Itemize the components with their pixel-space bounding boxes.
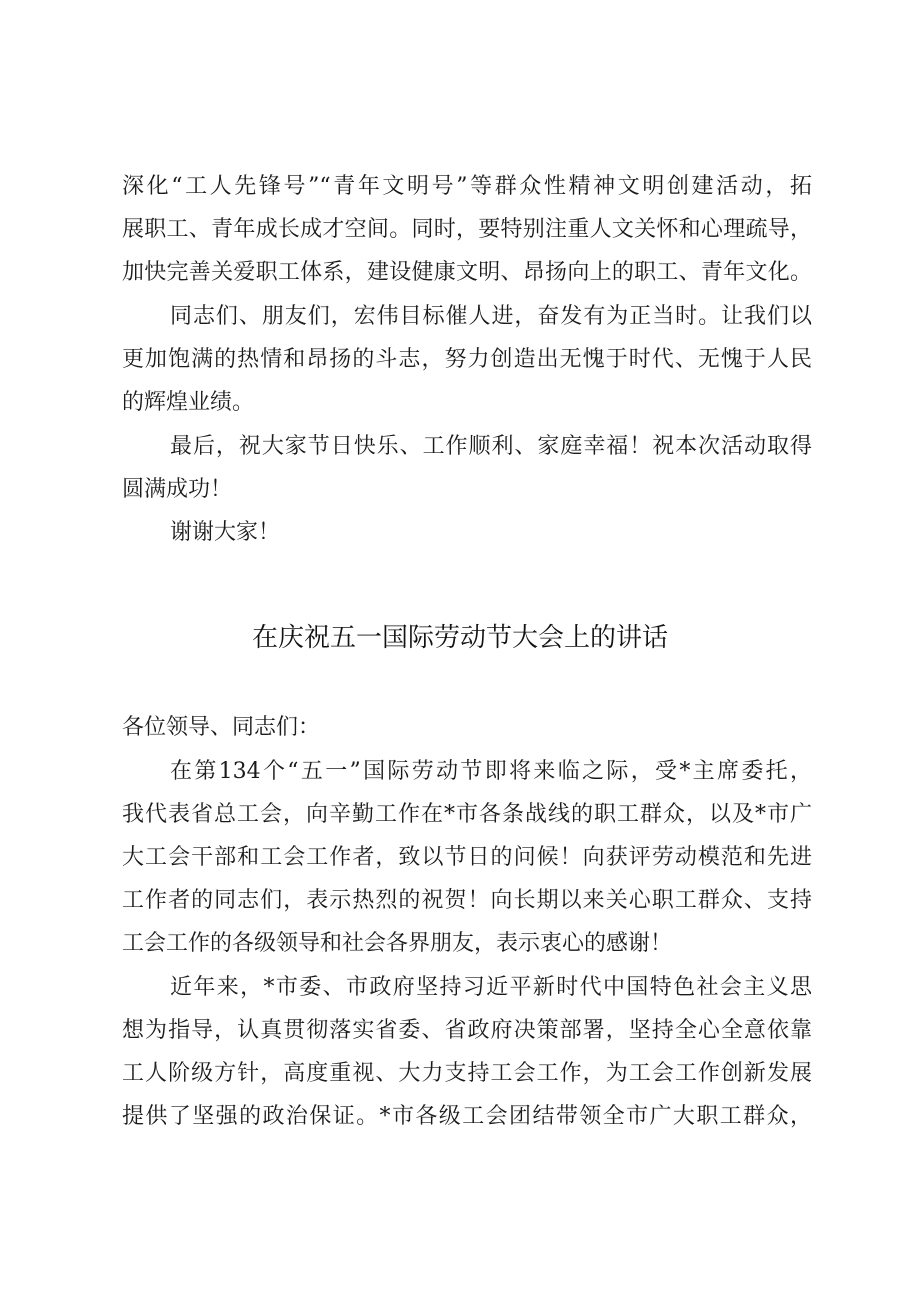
paragraph-line: 谢谢大家！ [170, 520, 281, 545]
paragraph-line: 工作者的同志们，表示热烈的祝贺！向长期以来关心职工群众、支持 [122, 888, 812, 913]
paragraph-line: 的辉煌业绩。 [122, 390, 255, 415]
paragraph-line: 我代表省总工会，向辛勤工作在*市各条战线的职工群众，以及*市广 [122, 802, 812, 827]
paragraph-line: 大工会干部和工会工作者，致以节日的问候！向获评劳动模范和先进 [122, 845, 812, 870]
paragraph-line: 近年来，*市委、市政府坚持习近平新时代中国特色社会主义思 [170, 975, 812, 1000]
paragraph-line: 圆满成功！ [122, 477, 233, 502]
paragraph-line: 工会工作的各级领导和社会各界朋友，表示衷心的感谢！ [122, 931, 673, 956]
paragraph-line: 深化“工人先锋号”“青年文明号”等群众性精神文明创建活动，拓 [122, 174, 812, 199]
paragraph-line: 工人阶级方针，高度重视、大力支持工会工作，为工会工作创新发展 [122, 1061, 812, 1086]
paragraph-line: 在第134个“五一”国际劳动节即将来临之际，受*主席委托， [170, 759, 812, 784]
paragraph-line: 加快完善关爱职工体系，建设健康文明、昂扬向上的职工、青年文化。 [122, 260, 812, 285]
paragraph-line: 同志们、朋友们，宏伟目标催人进，奋发有为正当时。让我们以 [170, 304, 812, 329]
salutation: 各位领导、同志们： [122, 715, 321, 740]
page-title: 在庆祝五一国际劳动节大会上的讲话 [251, 623, 668, 653]
paragraph-line: 想为指导，认真贯彻落实省委、省政府决策部署，坚持全心全意依靠 [122, 1018, 812, 1043]
paragraph-line: 更加饱满的热情和昂扬的斗志，努力创造出无愧于时代、无愧于人民 [122, 347, 812, 372]
paragraph-line: 最后，祝大家节日快乐、工作顺利、家庭幸福！祝本次活动取得 [170, 434, 812, 459]
paragraph-line: 展职工、青年成长成才空间。同时，要特别注重人文关怀和心理疏导， [122, 217, 812, 242]
paragraph-line: 提供了坚强的政治保证。*市各级工会团结带领全市广大职工群众， [122, 1104, 812, 1129]
